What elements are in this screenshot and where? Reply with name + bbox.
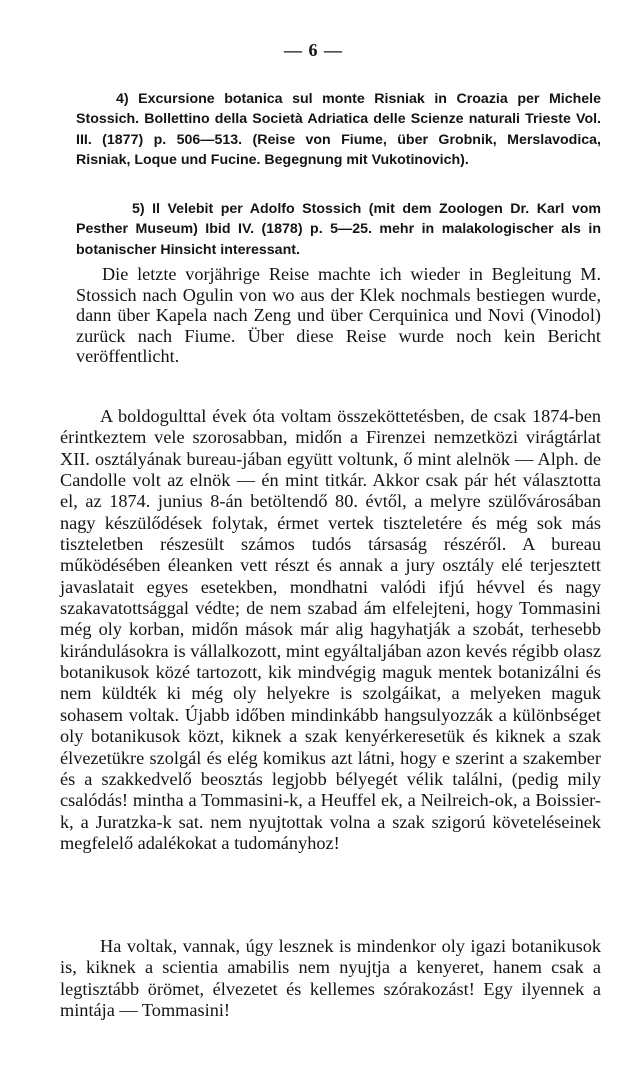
reference-5: 5) Il Velebit per Adolfo Stossich (mit dem Zoologen Dr. Karl vom Pesther Museum) Ibid IV. (1878) p. 5—25. mehr in malakologischer als in botanischer Hinsicht interessant. [76, 201, 601, 258]
hungarian-paragraph-2: Ha voltak, vannak, úgy lesznek is mindenkor oly igazi botanikusok is, kiknek a scientia amabilis nem nyujtja a kenyeret, hanem csak a legtisztább örömet, élvezetet és kellemes szórakozást! Egy ilyennek a mintája — Tommasini! [60, 936, 601, 1021]
page-number: — 6 — [284, 40, 343, 60]
german-paragraph: Die letzte vorjährige Reise machte ich wieder in Begleitung M. Stossich nach Ogulin von wo aus der Klek nochmals bestiegen wurde, dann über Kapela nach Zeng und über Cerquinica und Novi (Vinodol) zurück nach Fiume. Über diese Reise wurde noch kein Bericht veröffentlicht. [76, 264, 601, 367]
reference-4: 4) Excursione botanica sul monte Risniak in Croazia per Michele Stossich. Bollettino della Società Adriatica delle Scienze naturali Trieste Vol. III. (1877) p. 506—513. (Reise von Fiume, über Grobnik, Merslavodica, Risniak, Loque und Fucine. Begegnung mit Vukotinovich). [76, 91, 601, 168]
hungarian-paragraph-1: A boldogulttal évek óta voltam összeköttetésben, de csak 1874-ben érintkeztem vele szorosabban, midőn a Firenzei nemzetközi virágtárlat XII. osztályának bureau-jában együtt voltunk, ő mint alelnök — Alph. de Candolle volt az elnök — én mint titkár. Akkor csak pár hét választotta el, az 1874. junius 8-án betöltendő 80. évtől, a melyre szülővárosában nagy készülődések folytak, érmet vertek tiszteletére és még sok más tiszteletben részesült számos tudós társaság részéről. A bureau működésében éleanken vett részt és annak a jury osztály elé terjesztett javaslatait egyes esetekben, mondhatni valódi ifjú hévvel és nagy szakavatottsággal védte; de nem szabad ám elfelejteni, hogy Tommasini még oly korban, midőn mások már alig hagyhatják a szobát, terhesebb kirándulásokra is vállalkozott, mint egyáltaljában azon kevés régibb olasz botanikusok közé tartozott, kik mindvégig maguk mentek botanizálni és nem küldték ki még oly helyekre is szolgáikat, a melyeken maguk sohasem voltak. Újabb időben mindinkább hangsulyozzák a különbséget oly botanikusok közt, kiknek a szak kenyérkeresetük és kiknek a szak élvezetükre szolgál és elég komikus azt látni, hogy e szerint a szakember és a szakkedvelő beosztás legjobb bélyegét vélik találni, (pedig mily csalódás! mintha a Tommasini-k, a Heuffel ek, a Neilreich-ok, a Boissier-k, a Juratzka-k sat. nem nyujtottak volna a szak szigorú követeléseinek megfelelő adalékokat a tudományhoz! [60, 406, 601, 853]
